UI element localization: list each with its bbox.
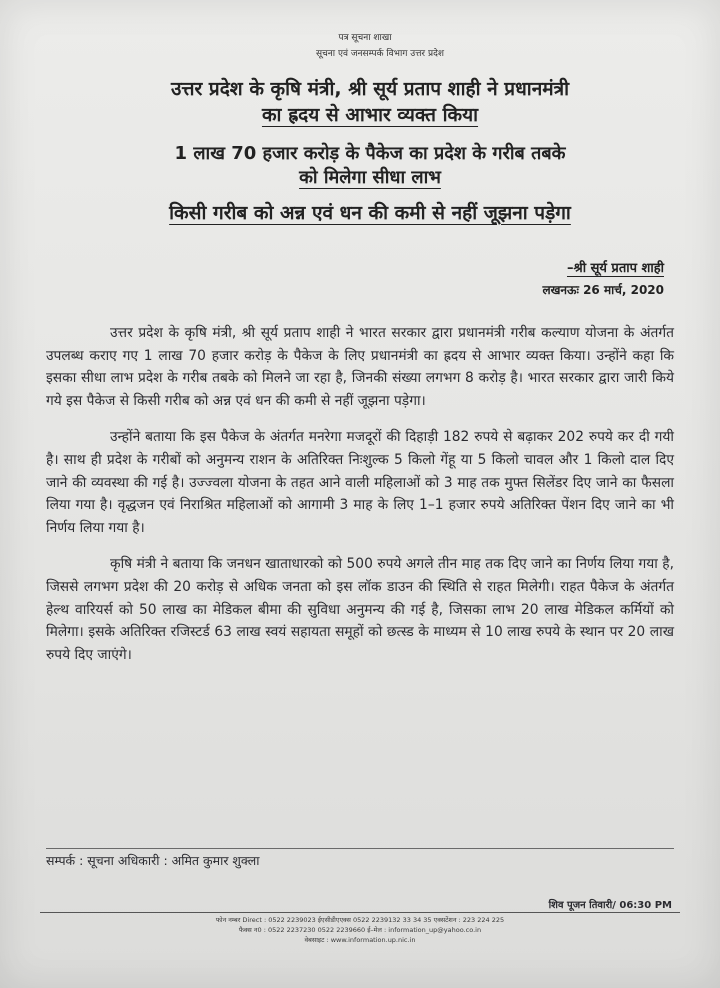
headline-1-line-1: उत्तर प्रदेश के कृषि मंत्री, श्री सूर्य प्रताप शाही ने प्रधानमंत्री [170, 78, 570, 100]
signature-block [542, 259, 664, 301]
paragraph-2: उन्होंने बताया कि इस पैकेज के अंतर्गत मनरेगा मजदूरों की दिहाड़ी 182 रुपये से बढ़ाकर 202 रुपये कर दी गयी है। साथ ही प्रदेश के गरीबों को अनुमन्य राशन के अतिरिक्त निःशुल्क 5 किलो गेंहू या 5 किलो चावल और 1 किलो दाल दिए जाने की व्यवस्था की गई है। उज्ज्वला योजना के तहत आने वाली महिलाओं को 3 माह तक मुफ्त सिलेंडर दिए जाने का फैसला लिया गया है। वृद्धजन एवं निराश्रित महिलाओं को आगामी 3 माह के लिए 1–1 हजार रुपये अतिरिक्त पेंशन दिए जाने का भी निर्णय लिया गया है। [46, 429, 674, 536]
paragraph-1: उत्तर प्रदेश के कृषि मंत्री, श्री सूर्य प्रताप शाही ने भारत सरकार द्वारा प्रधानमंत्री गरीब कल्याण योजना के अंतर्गत उपलब्ध कराए गए 1 लाख 70 हजार करोड़ के पैकेज के लिए प्रधानमंत्री का ह्रदय से आभार व्यक्त किया। उन्होंने कहा कि इसका सीधा लाभ प्रदेश के गरीब तबके को मिलने जा रहा है, जिनकी संख्या लगभग 8 करोड़ है। भारत सरकार द्वारा जारी किये गये इस पैकेज से किसी गरीब को अन्न एवं धन की कमी से नहीं जूझना पड़ेगा। [46, 325, 674, 409]
paragraph-3: कृषि मंत्री ने बताया कि जनधन खाताधारको को 500 रुपये अगले तीन माह तक दिए जाने का निर्णय लिया गया है, जिससे लगभग प्रदेश की 20 करोड़ से अधिक जनता को इस लॉक डाउन की स्थिति से राहत मिलेगी। राहत पैकेज के अंतर्गत हेल्थ वारियर्स को 50 लाख का मेडिकल बीमा की सुविधा अनुमन्य की गई है, जिसका लाभ 20 लाख मेडिकल कर्मियों को मिलेगा। इसके अतिरिक्त रजिस्टर्ड 63 लाख स्वयं सहायता समूहों को छत्स्ड के माध्यम से 10 लाख रुपये के स्थान पर 20 लाख रुपये दिए जाएंगे। [46, 556, 674, 663]
headline-2-line-2: को मिलेगा सीधा लाभ [299, 167, 441, 188]
writer-timestamp: शिव पूजन तिवारी/ 06:30 PM [548, 900, 672, 911]
body-text [46, 322, 674, 680]
headline-3: किसी गरीब को अन्न एवं धन की कमी से नहीं जूझना पड़ेगा [169, 202, 571, 224]
footer [0, 915, 720, 945]
contact-line: सम्पर्क : सूचना अधिकारी : अमित कुमार शुक्ला [46, 848, 674, 871]
footer-phone: फोन नम्बर Direct : 0522 2239023 ईएसीडीएएक्स 0522 2239132 33 34 35 एक्सटेंशन : 223 224 225 [215, 916, 505, 924]
footer-divider [40, 912, 680, 913]
headline-1-line-2: का ह्रदय से आभार व्यक्त किया [261, 104, 479, 126]
headline-2-line-1: 1 लाख 70 हजार करोड़ के पैकेज का प्रदेश के गरीब तबके [174, 143, 566, 164]
footer-website: वेबसाइट : www.information.up.nic.in [304, 936, 416, 944]
footer-fax-email: फैक्स न0 : 0522 2237230 0522 2239660 ई–मेल : information_up@yahoo.co.in [238, 926, 482, 934]
department-name: सूचना एवं जनसम्पर्क विभाग उत्तर प्रदेश [316, 49, 444, 59]
minister-name: –श्री सूर्य प्रताप शाही [566, 261, 664, 276]
place-date: लखनऊः 26 मार्च, 2020 [542, 283, 664, 297]
headlines [60, 76, 680, 226]
branch-name: पत्र सूचना शाखा [338, 33, 392, 43]
department-header [0, 30, 720, 62]
